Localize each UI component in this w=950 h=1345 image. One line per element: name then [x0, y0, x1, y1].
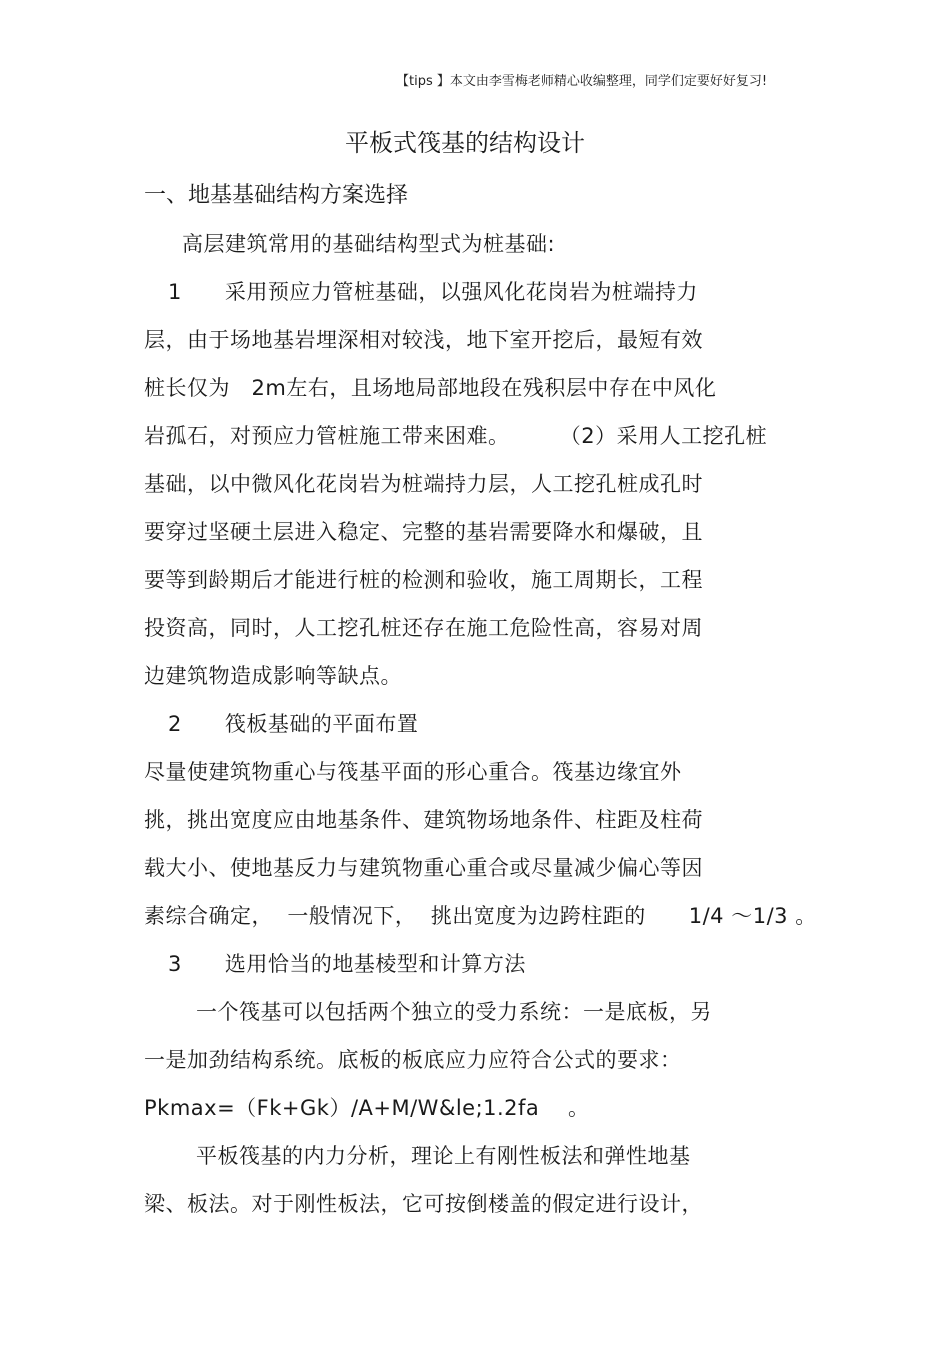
paragraph-line: 桩长仅为 2m左右，且场地局部地段在残积层中存在中风化 — [144, 376, 717, 400]
paragraph-line: 梁、板法。对于刚性板法，它可按倒楼盖的假定进行设计， — [144, 1192, 703, 1216]
paragraph-line: 边建筑物造成影响等缺点。 — [144, 664, 402, 688]
page-title: 平板式筏基的结构设计 — [345, 129, 585, 157]
paragraph-line: 尽量使建筑物重心与筏基平面的形心重合。筏基边缘宜外 — [144, 760, 682, 784]
section-heading: 一、地基基础结构方案选择 — [144, 183, 409, 208]
paragraph-line: 1 采用预应力管桩基础，以强风化花岗岩为桩端持力 — [168, 280, 698, 304]
paragraph-line: 投资高，同时，人工挖孔桩还存在施工危险性高，容易对周 — [144, 616, 703, 640]
paragraph-line: 层，由于场地基岩埋深相对较浅，地下室开挖后，最短有效 — [144, 328, 703, 352]
paragraph-line: 平板筏基的内力分析，理论上有刚性板法和弹性地基 — [196, 1144, 691, 1168]
tips-header: 【tips 】本文由李雪梅老师精心收编整理，同学们定要好好复习! — [396, 74, 768, 89]
paragraph-line: 高层建筑常用的基础结构型式为桩基础: — [182, 232, 556, 256]
paragraph-line: 素综合确定， 一般情况下， 挑出宽度为边跨柱距的 1/4 ～1/3 。 — [144, 904, 817, 928]
paragraph-line: 要等到龄期后才能进行桩的检测和验收，施工周期长，工程 — [144, 568, 703, 592]
paragraph-line: 一个筏基可以包括两个独立的受力系统：一是底板，另 — [196, 1000, 712, 1024]
paragraph-line: 要穿过坚硬土层进入稳定、完整的基岩需要降水和爆破，且 — [144, 520, 703, 544]
paragraph-line: 载大小、使地基反力与建筑物重心重合或尽量减少偏心等因 — [144, 856, 703, 880]
paragraph-line: 挑，挑出宽度应由地基条件、建筑物场地条件、柱距及柱荷 — [144, 808, 703, 832]
paragraph-line: 基础，以中微风化花岗岩为桩端持力层，人工挖孔桩成孔时 — [144, 472, 703, 496]
paragraph-line: 3 选用恰当的地基棱型和计算方法 — [168, 952, 526, 976]
paragraph-line: 岩孤石，对预应力管桩施工带来困难。 （2）采用人工挖孔桩 — [144, 424, 768, 448]
paragraph-line: 一是加劲结构系统。底板的板底应力应符合公式的要求： — [144, 1048, 682, 1072]
paragraph-line: 2 筏板基础的平面布置 — [168, 712, 419, 736]
formula-line: Pkmax=（Fk+Gk）/A+M/W&le;1.2fa 。 — [144, 1096, 590, 1120]
